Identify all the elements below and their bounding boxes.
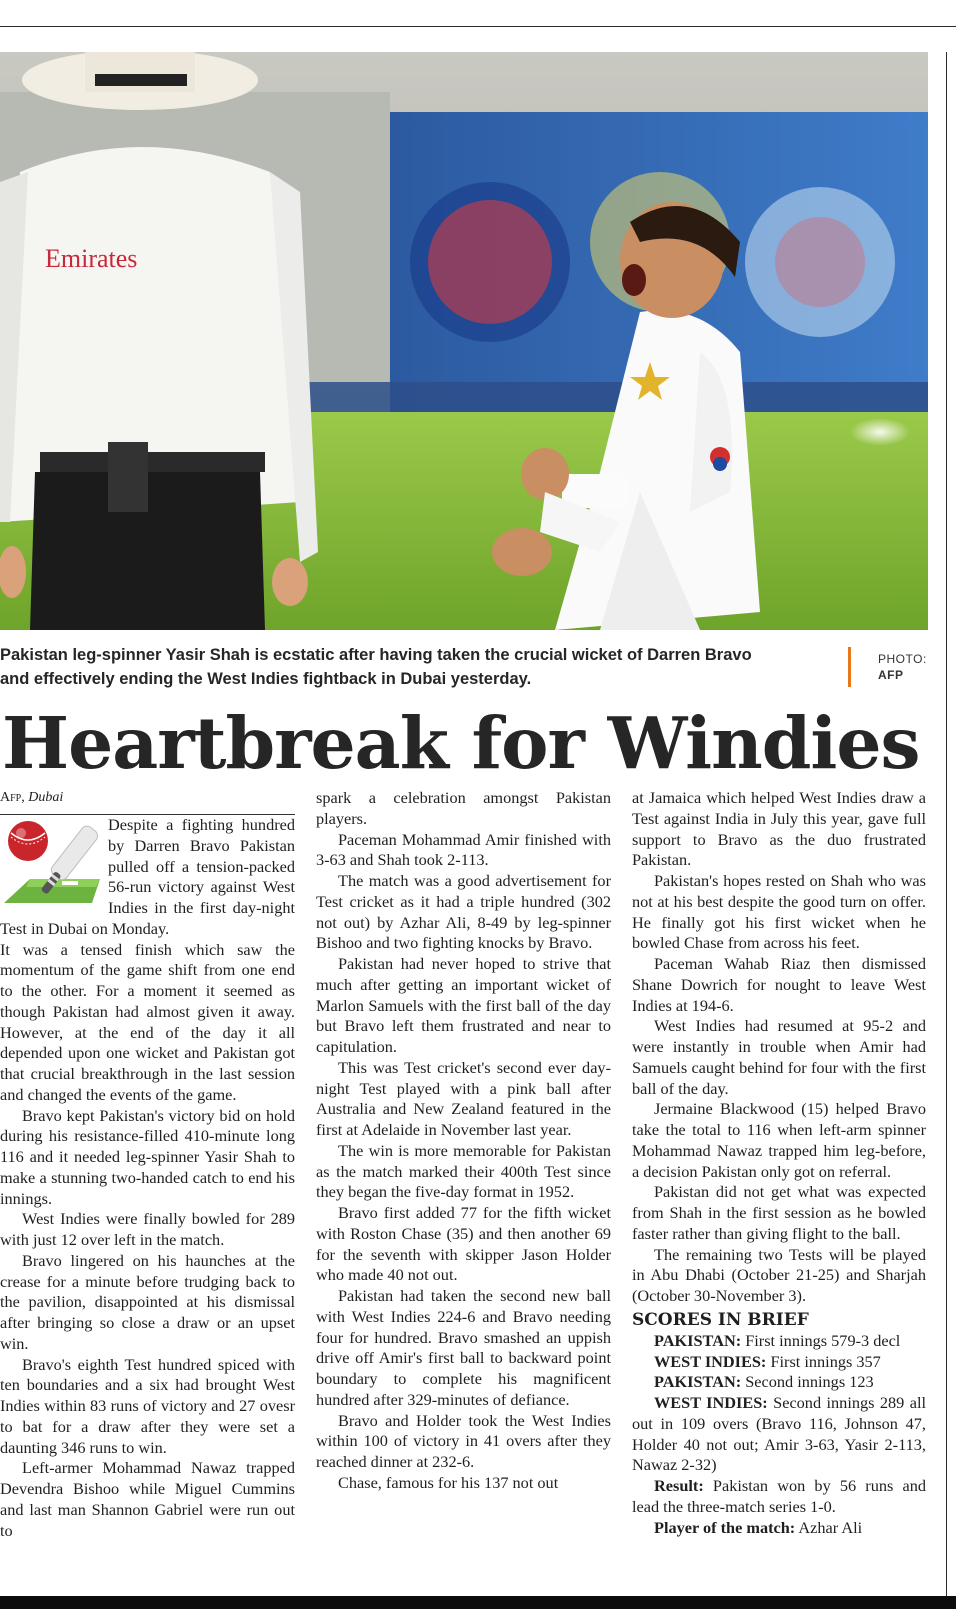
- score-text: Second innings 289 all out in 109 overs (Bravo 116, Johnson 47, Holder 40 not out; Amir 3-63, Yasir 2-113, Nawaz 2-32): [632, 1393, 927, 1475]
- dateline: Afp, Dubai: [0, 788, 295, 815]
- score-line: [632, 1518, 926, 1539]
- score-label: PAKISTAN:: [654, 1330, 742, 1350]
- column-3-paragraph: The remaining two Tests will be played in Abu Dhabi (October 21-25) and Sharjah (October 30-November 3).: [632, 1244, 926, 1305]
- column-1-paragraph: Bravo's eighth Test hundred spiced with ten boundaries and a six had brought West Indies within 83 runs of victory and 27 ovesr to bat for a draw after they were set a daunting 346 runs to win.: [0, 1354, 295, 1457]
- column-3-paragraph: West Indies had resumed at 95-2 and were instantly in trouble when Amir had Samuels caught behind for four with the first ball of the day.: [632, 1016, 926, 1098]
- column-2-paragraph: The win is more memorable for Pakistan as the match marked their 400th Test since they began the five-day format in 1952.: [316, 1140, 611, 1202]
- headline: Heartbreak for Windies: [2, 701, 920, 785]
- column-2-paragraph: This was Test cricket's second ever day-night Test played with a pink ball after Australia and New Zealand featured in the first at Adelaide in November last year.: [316, 1057, 611, 1139]
- photo-credit-agency: AFP: [878, 668, 904, 682]
- score-line: [632, 1393, 926, 1476]
- score-label: Result:: [654, 1476, 704, 1495]
- score-text: First innings 579-3 decl: [745, 1330, 901, 1350]
- score-text: First innings 357: [770, 1351, 881, 1371]
- column-3-paragraph: at Jamaica which helped West Indies draw a Test against India in July this year, gave full support to Bravo as the duo frustrated Pakistan.: [632, 788, 926, 870]
- score-line: [632, 1372, 926, 1393]
- news-photo: [0, 52, 928, 630]
- column-3-paragraph: Pakistan's hopes rested on Shah who was not at his best despite the good turn on offer. He finally got his first wicket when he bowled Chase from across his feet.: [632, 871, 926, 953]
- column-1-paragraph: It was a tensed finish which saw the momentum of the game shift from one end to the other. For a moment it seemed as though Pakistan had almost given it away. However, at the end of the day it all depended upon one wicket and Pakistan got that crucial breakthrough in the last session and changed the events of the game.: [0, 939, 295, 1104]
- umpire-shirt-text: Emirates: [45, 244, 138, 273]
- score-line: [632, 1331, 926, 1352]
- scores-in-brief-title: SCORES IN BRIEF: [632, 1309, 809, 1330]
- column-1-paragraph: Despite a fighting hundred by Darren Bravo Pakistan pulled off a tension-packed 56-run victory against West Indies in the first day-night Test in Dubai on Monday.: [0, 815, 295, 938]
- column-2-paragraph: The match was a good advertisement for Test cricket as it had a triple hundred (302 not out) by Azhar Ali, 8-49 by leg-spinner Bishoo and two fighting knocks by Bravo.: [316, 871, 611, 953]
- article-column-1: [0, 788, 295, 1541]
- column-2-paragraph: Chase, famous for his 137 not out: [338, 1472, 559, 1492]
- score-label: PAKISTAN:: [654, 1372, 742, 1392]
- page-bottom-bar: [0, 1596, 956, 1609]
- score-text: Pakistan won by 56 runs and lead the three-match series 1-0.: [632, 1476, 926, 1516]
- column-1-paragraph: Bravo kept Pakistan's victory bid on hold during his resistance-filled 410-minute long 116 and it needed leg-spinner Yasir Shah to make a stunning two-handed catch to end his innings.: [0, 1105, 295, 1208]
- dateline-agency: Afp: [0, 790, 22, 805]
- column-2-paragraph: Pakistan had taken the second new ball with West Indies 224-6 and Bravo needing four for hundred. Bravo smashed an uppish drive off Amir's first ball to backward point boundary to complete his magnificent hundred after 329-minutes of defiance.: [316, 1286, 611, 1409]
- column-1-paragraph: Left-armer Mohammad Nawaz trapped Devendra Bishoo while Miguel Cummins and last man Shannon Gabriel were run out to: [0, 1458, 295, 1540]
- score-label: Player of the match:: [654, 1517, 796, 1537]
- photo-credit-label: PHOTO:: [878, 652, 927, 666]
- column-2-paragraph: Pakistan had never hoped to strive that much after getting an important wicket of Marlon Samuels with the first ball of the day but Bravo left them frustrated and near to capitulation.: [316, 954, 611, 1056]
- column-2-paragraph: Paceman Mohammad Amir finished with 3-63 and Shah took 2-113.: [316, 829, 611, 870]
- photo-credit: [878, 651, 927, 683]
- score-text: Azhar Ali: [798, 1517, 863, 1537]
- score-label: WEST INDIES:: [654, 1393, 768, 1412]
- cricket-celebration-photo: [0, 52, 928, 630]
- article-column-3: [632, 788, 926, 1538]
- page-right-rule: [946, 52, 947, 1604]
- column-3-paragraph: Paceman Wahab Riaz then dismissed Shane Dowrich for nought to leave West Indies at 194-6.: [632, 954, 926, 1015]
- column-2-paragraph: Bravo first added 77 for the fifth wicket with Roston Chase (35) and then another 69 for the seventh with skipper Jason Holder who made 40 not out.: [316, 1203, 611, 1285]
- dateline-place: Dubai: [28, 790, 64, 805]
- cricket-bat-ball-icon: [0, 817, 102, 909]
- column-3-paragraph: Pakistan did not get what was expected from Shah in the first session as he bowled faster rather than giving flight to the ball.: [632, 1182, 926, 1243]
- photo-caption: Pakistan leg-spinner Yasir Shah is ecstatic after having taken the crucial wicket of Darren Bravo and effectively ending the West Indies fightback in Dubai yesterday.: [0, 646, 752, 688]
- column-1-paragraph: Bravo lingered on his haunches at the crease for a minute before trudging back to the pavilion, disappointed at his dismissal after bringing so close a draw or an upset win.: [0, 1250, 295, 1353]
- score-label: WEST INDIES:: [654, 1351, 767, 1371]
- column-2-paragraph: spark a celebration amongst Pakistan players.: [316, 788, 611, 828]
- article-column-2: [316, 788, 611, 1494]
- column-2-paragraph: Bravo and Holder took the West Indies within 100 of victory in 41 overs after they reached dinner at 232-6.: [316, 1410, 611, 1471]
- score-line: [632, 1476, 926, 1518]
- score-line: [632, 1352, 926, 1373]
- page-top-strip: [0, 0, 956, 27]
- score-text: Second innings 123: [745, 1372, 874, 1392]
- credit-accent-bar: [848, 647, 851, 687]
- column-1-paragraph: West Indies were finally bowled for 289 with just 12 over left in the match.: [0, 1209, 295, 1249]
- column-3-paragraph: Jermaine Blackwood (15) helped Bravo take the total to 116 when left-arm spinner Mohammad Nawaz trapped him leg-before, a decision Pakistan only got on referral.: [632, 1099, 926, 1181]
